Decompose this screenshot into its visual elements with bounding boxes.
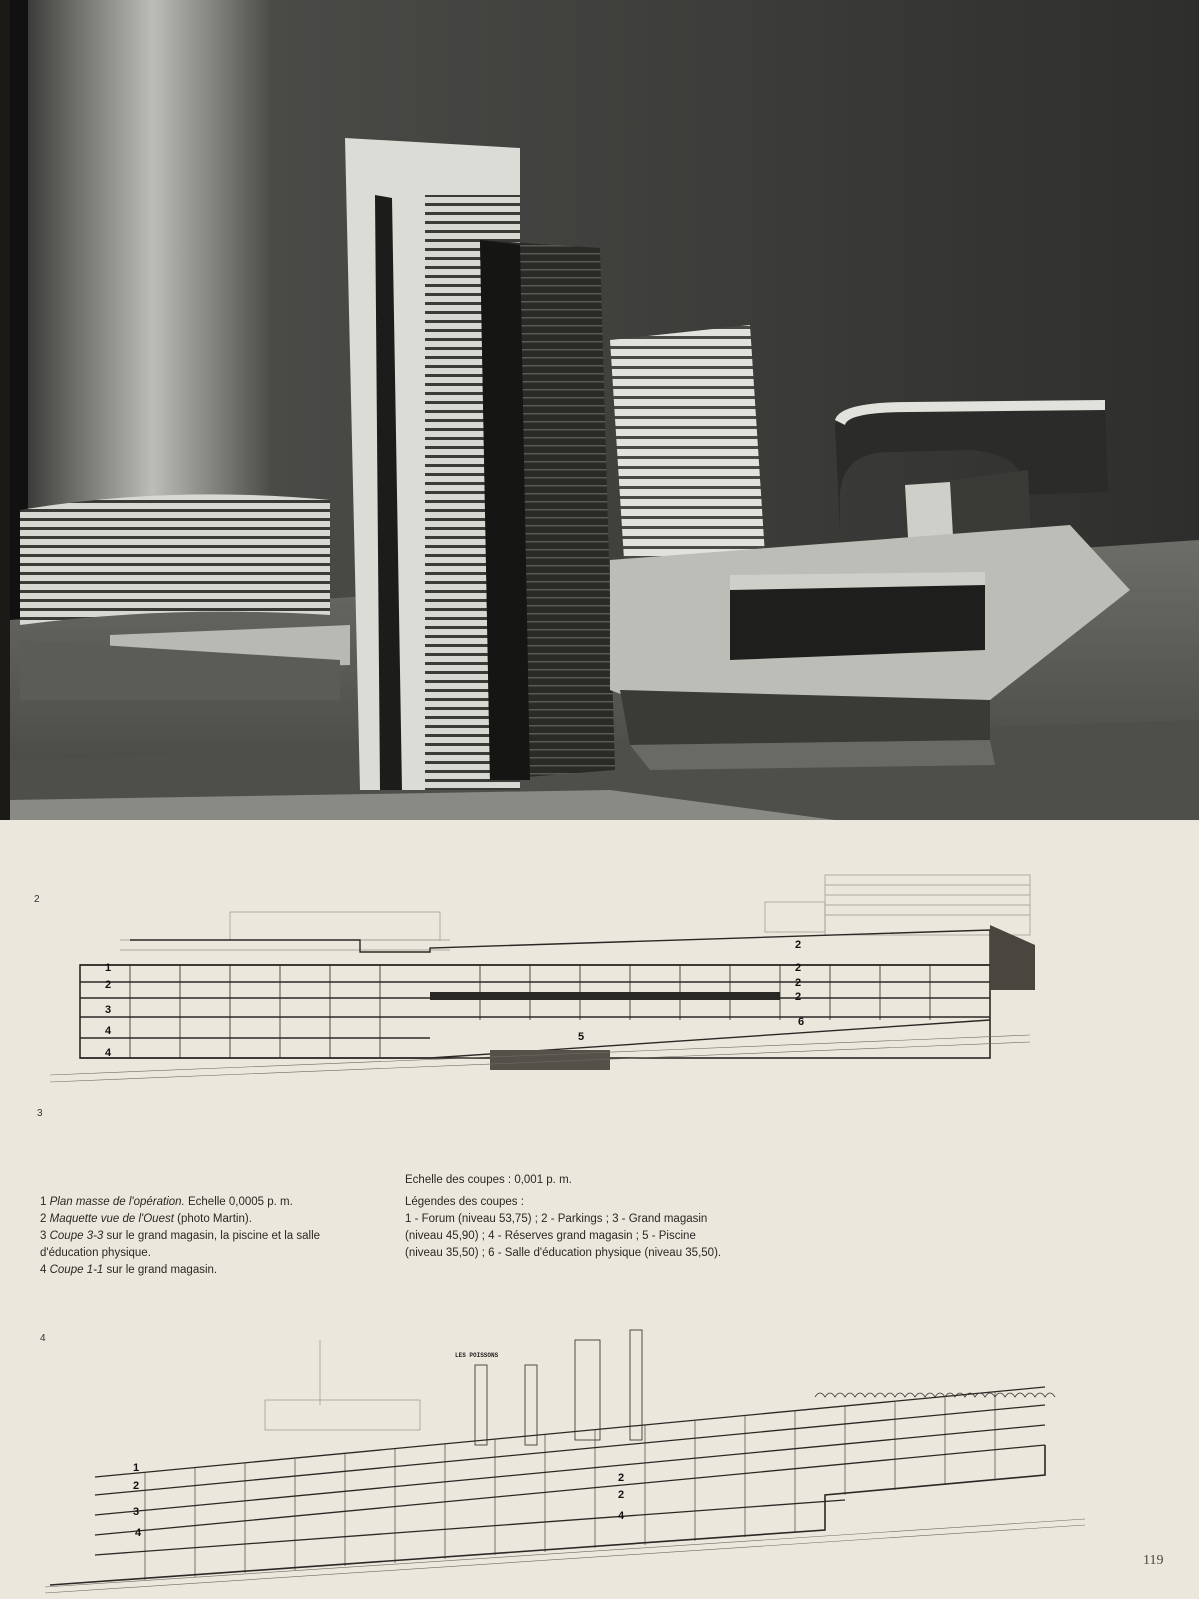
section-label: 1 [133,1462,140,1474]
section-label: 2 [618,1472,625,1484]
section-label: 2 [133,1480,140,1492]
caption-4 [40,1262,385,1279]
caption-text: sur le grand magasin, la piscine et la salle [103,1230,321,1242]
section-label: 4 [618,1510,625,1522]
figure-2-number: 2 [34,894,40,905]
caption-text: d'éducation physique. [40,1247,151,1259]
figure-3-number: 3 [37,1108,43,1119]
caption-title: Plan masse de l'opération. [49,1196,185,1208]
caption-title: Maquette vue de l'Ouest [49,1213,174,1225]
caption-1 [40,1194,385,1211]
section-label: 4 [105,1047,112,1059]
caption-text: Echelle 0,0005 p. m. [184,1196,293,1208]
page-number: 119 [1143,1553,1164,1568]
caption-number: 3 [40,1230,47,1242]
section-label: 2 [795,962,802,974]
section-label: 2 [618,1489,625,1501]
caption-title: Coupe 3-3 [49,1230,104,1242]
section-label: 2 [795,977,802,989]
section-label: 5 [578,1031,585,1043]
legend-line: 1 - Forum (niveau 53,75) ; 2 - Parkings ; 3 - Grand magasin [405,1213,708,1225]
legend-line: (niveau 45,90) ; 4 - Réserves grand magasin ; 5 - Piscine [405,1230,696,1242]
section-scale: Echelle des coupes : 0,001 p. m. [405,1174,572,1186]
legend-title: Légendes des coupes : [405,1196,524,1208]
section-label: 2 [795,939,802,951]
section-label: 3 [133,1506,140,1518]
figure-4-number: 4 [40,1333,46,1344]
section-label: 4 [105,1025,112,1037]
section-drawing-1-1 [45,1325,1095,1595]
section-label: 6 [798,1016,805,1028]
section-sign-text: LES POISSONS [455,1352,499,1359]
caption-number: 2 [40,1213,47,1225]
section-drawing-3-3 [30,870,1050,1090]
section-label: 4 [135,1527,142,1539]
model-photograph [10,0,1199,880]
caption-number: 1 [40,1196,47,1208]
legend-line: (niveau 35,50) ; 6 - Salle d'éducation physique (niveau 35,50). [405,1247,722,1259]
caption-3 [40,1228,385,1262]
section-label: 2 [105,979,112,991]
section-label: 2 [795,991,802,1003]
caption-text: (photo Martin). [173,1213,252,1225]
caption-2 [40,1211,385,1228]
caption-number: 4 [40,1264,47,1276]
caption-title: Coupe 1-1 [49,1264,104,1276]
section-label: 1 [105,962,112,974]
caption-text: sur le grand magasin. [103,1264,218,1276]
section-label: 3 [105,1004,112,1016]
